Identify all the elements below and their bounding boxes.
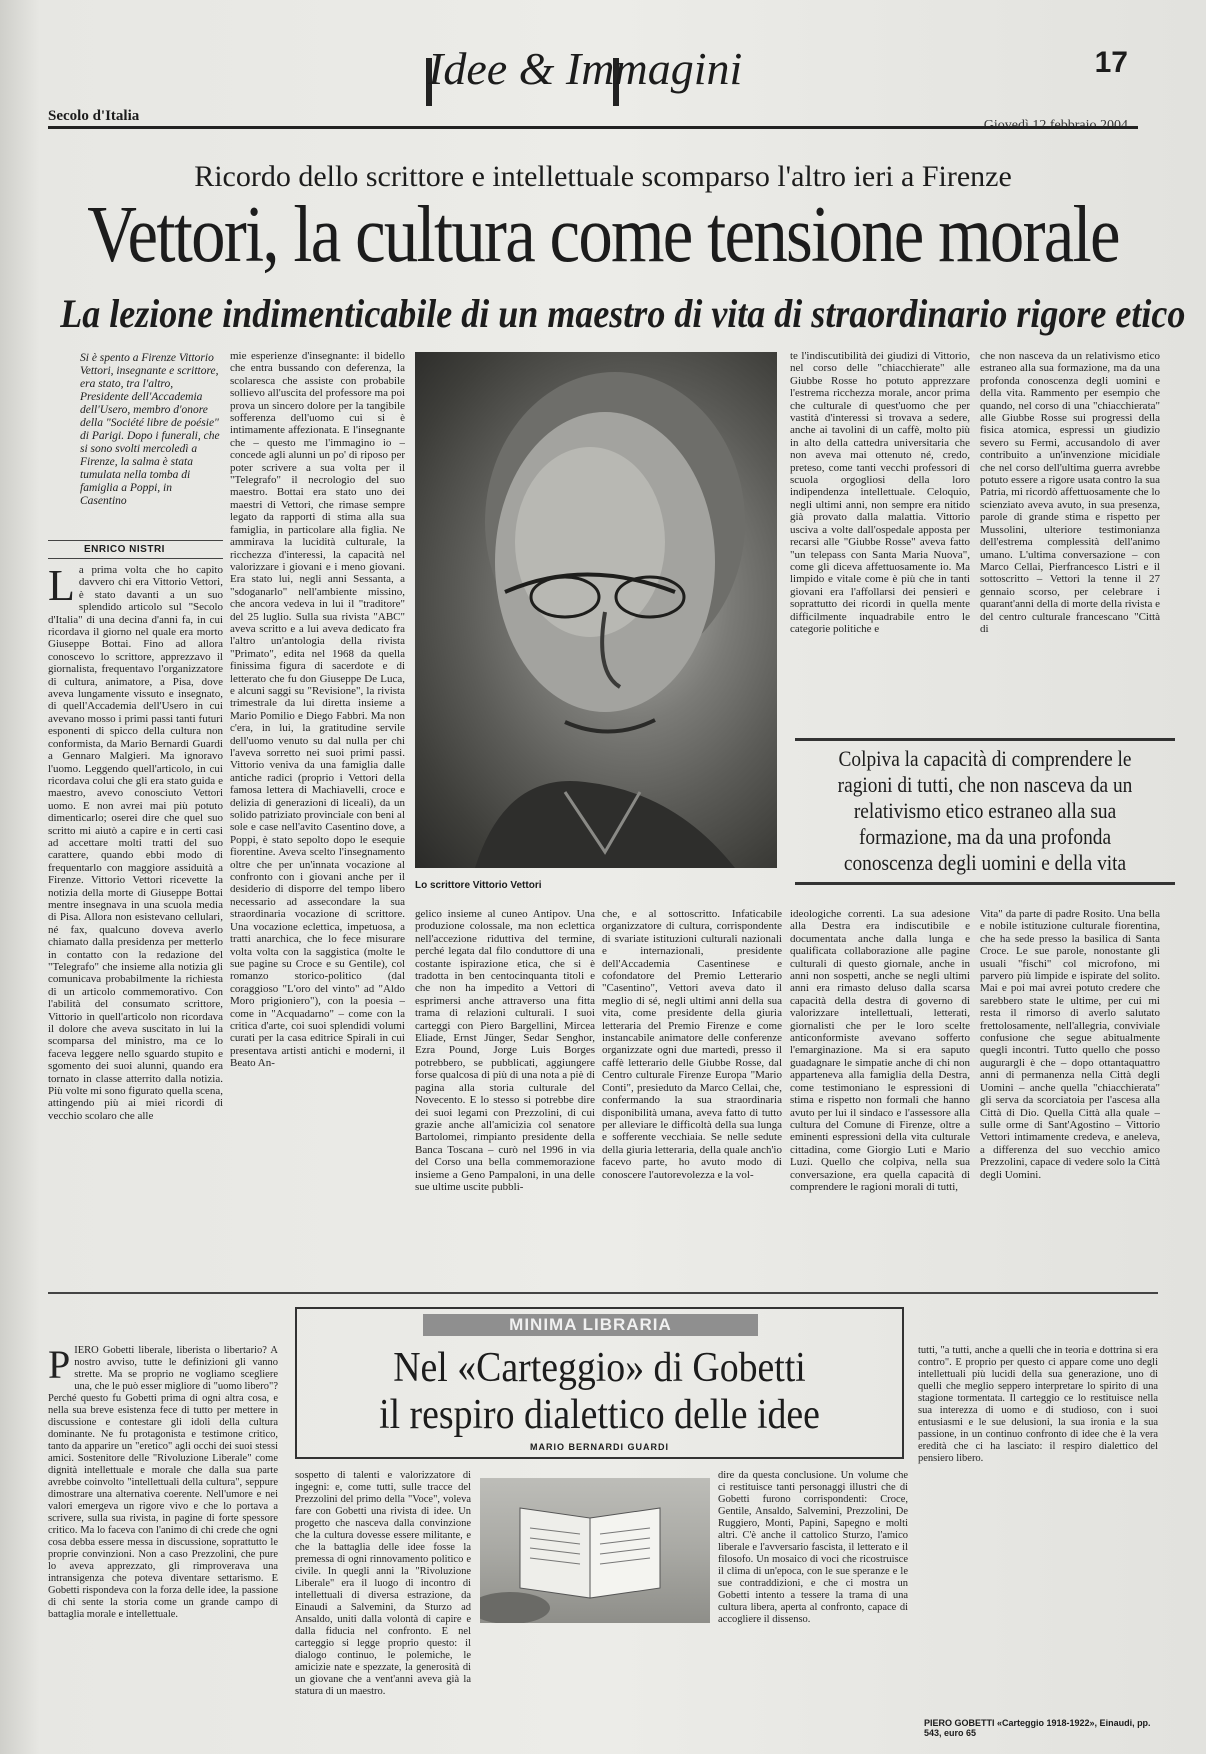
article-kicker: Ricordo dello scrittore e intellettuale scomparso l'altro ieri a Firenze (194, 160, 1012, 193)
masthead-rule (48, 126, 1138, 129)
books-column-text: IERO Gobetti liberale, liberista o libertario? A nostro avviso, tutte le definizioni gli vanno strette. Ma se proprio ne vogliamo scegliere una, che le può esser migliore di "uomo libero"? Perché questo fu Gobetti prima di ogni altra cosa, e nella sua breve esistenza fece di tutto per mettere in discussione e contestare gli idoli della cultura dominante. Ne fu protagonista e testimone critico, tanto da apparire un "eretico" agli occhi dei suoi stessi amici. Sostenitore delle "Rivoluzione Liberale" come dignità intellettuale e morale che dalla sua parte avrebbe coinvolto "intellettuali della cultura", seppure dimostrare una alternativa coerente. Nell'umore e nei valori emergeva un rigore vivo e che lo portava a scrivere, sulla sua rivista, in pagine di forte spessore critico. Ma lo faceva con l'animo di chi crede che ogni cosa debba essere messa in discussione, soprattutto le proprie convinzioni. Non a caso Prezzolini, che pure lo aveva apprezzato, gli rimproverava una intransigenza che poteva diventare settarismo. E Gobetti rispondeva con la forza delle idee, la passione di chi sente la storia come un grande campo di battaglia morale e intellettuale. (48, 1345, 278, 1620)
drop-cap: L (48, 564, 75, 610)
article-headline: Vettori, la cultura come tensione morale (87, 191, 1119, 279)
article-column-2: mie esperienze d'insegnante: il bidello che entra bussando con deferenza, la scolaresca che assiste con probabile sollievo all'uscita del professore ma poi prova un sincero dolore per la tangibile sofferenza dell'uomo cui si è intimamente affezionata. E l'insegnante che – questo me l'immagino io – concede agli alunni un po' di riposo per poter scrivere a sua volta per il "Telegrafo" il necrologio del suo maestro. Bottai era stato uno dei maestri di Vettori, che rimase sempre legato da rapporti di stima alla sua famiglia, in particolare alla figlia. Ne ammirava la lucidità culturale, la ricchezza d'interessi, la capacità nel valorizzare i giovani e i meno giovani. Era stato lui, negli anni Sessanta, a "sdoganarlo" nell'ambiente missino, che ancora vedeva in lui il "traditore" del 25 luglio. Sulla sua rivista "ABC" aveva scritto e a lui aveva dedicato fra l'altro un'antologia della rivista "Primato", edita nel 1968 da quella finissima figura di sacerdote e di letterato che fu don Giuseppe De Luca, e alcuni saggi su "Revisione", la rivista trimestrale da lui diretta insieme a Mario Pomilio e Diego Fabbri. Ma non c'era, in lui, la gratitudine servile dell'uomo venuto su dal nulla per chi l'aveva sorretto nei suoi primi passi. Vittorio veniva da una famiglia dalle antiche radici (proprio i Vettori della famosa lettera di Machiavelli, croce e delizia di generazioni di liceali), da un solido patriziato provinciale con beni al sole e case nell'avito Casentino dove, a Poppi, è stato sepolto dopo le esequie fiorentine. Aveva scelto l'insegnamento oltre che per un'innata vocazione al confronto con i giovani anche per il desiderio di disporre del tempo libero necessario ad assecondare la sua straordinaria vocazione di scrittore. Una vocazione eclettica, impetuosa, a tratti anarchica, che lo fece misurare volta volta con la saggistica (molte le sue pagine su Croce e su Gentile), col romanzo storico-politico (dal coraggioso "L'oro del vinto" ad "Aldo Moro prigioniero"), con la poesia – come in "Acquadarno" – come con la critica d'arte, coi suoi splendidi volumi curati per la casa editrice Spirali in cui presentava artisti antichi e moderni, il Beato An- (230, 350, 405, 1070)
article-column-text: a prima volta che ho capito davvero chi era Vittorio Vettori, è stato davanti a un suo splendido articolo sul "Secolo d'Italia" di una decina d'anni fa, in cui ricordava il giorno nel quale era morto Giuseppe Bottai. Fino ad allora conoscevo lo scrittore, apprezzavo il giornalista, frequentavo l'organizzatore di cultura, animatore, a Pisa, dove aveva lungamente vissuto e insegnato, di quell'Accademia dell'Usero in cui avevano mosso i primi passi tanti futuri esponenti di spicco della cultura non conformista, da Mario Bernardi Guardi a Gennaro Malgieri. Ma ignoravo l'uomo. Leggendo quell'articolo, in cui ricordava colui che gli era stato guida e maestro, avevo conosciuto Vettori uomo. E non avrei mai più potuto dimenticarlo; oserei dire che quel suo scritto mi aiutò a capire e in certi casi ad accettare molti tratti del suo carattere, quando ebbi modo di frequentarlo con maggiore assiduità a Firenze. Vittorio Vettori ricevette la notizia della morte di Giuseppe Bottai mentre insegnava in una scuola media di Pisa. Allora non esistevano cellulari, né fax, qualcuno doveva averlo chiamato dalla presidenza per metterlo in contatto con la redazione del "Telegrafo" che insieme alla notizia gli comunicava probabilmente la richiesta di un articolo commemorativo. Con l'abilità del consumato scrittore, Vittorio in quell'articolo non ricordava il dolore che aveva suscitato in lui la scomparsa del ministro, ma ce lo faceva leggere nello sguardo stupito e sgomento dei suoi alunni, quando era tornato in classe atterrito dalla notizia. Più volte mi sono figurato quella scena, attingendo più ai miei ricordi di vecchio scolaro che alle (48, 564, 223, 1122)
open-book-illustration (480, 1478, 710, 1623)
drop-cap: P (48, 1345, 71, 1387)
masthead (48, 40, 1138, 128)
section-title: Idee & Immagini (428, 43, 743, 94)
pullquote-rule (795, 738, 1175, 741)
books-byline: MARIO BERNARDI GUARDI (530, 1442, 669, 1452)
article-column-6-top: che non nasceva da un relativismo etico estraneo alla sua formazione, ma da una profonda conoscenza degli uomini e della vita. Rammento per esempio che quando, nel corso di una "chiacchierata" alle Giubbe Rosse sui progressi della fisica atomica, espressi un giudizio severo su Fermi, accusandolo di aver contribuito a un'invenzione micidiale che nel corso dell'ultima guerra avrebbe potuto essere a rigore usata contro la sua Patria, mi ricordò affettuosamente che lo scienziato aveva avuto, in sua presenza, parole di grande stima e rispetto per Mussolini, ulteriore testimonianza dell'estrema complessità dell'animo umano. L'ultima conversazione – con Marco Cellai, Pierfrancesco Listri e il sottoscritto – Vettori la tenne il 27 gennaio scorso, per celebrare i quarant'anni della di morte della rivista e del centro culturale francescano "Città di (980, 350, 1160, 635)
books-column-2: sospetto di talenti e valorizzatore di ingegni: e, come tutti, sulle tracce del Prezzolini del primo della "Voce", voleva fare con Gobetti una rivista di idee. Un progetto che nasceva dalla convinzione che la cultura dovesse essere militante, e che la battaglia delle idee fosse la premessa di ogni rinnovamento politico e civile. In quegli anni la "Rivoluzione Liberale" era il luogo di incontro di intellettuali di diversa estrazione, da Einaudi a Salvemini, da Sturzo ad Ansaldo, uniti dalla volontà di capire e dalla fiducia nel confronto. E nel carteggio si legge proprio questo: il dialogo continuo, le polemiche, le amicizie nate e spezzate, la generosità di un giovane che a vent'anni aveva già la statura di un maestro. (295, 1470, 471, 1697)
newspaper-name: Secolo d'Italia (48, 108, 140, 124)
photo-caption: Lo scrittore Vittorio Vettori (415, 880, 542, 891)
byline-rule (48, 558, 223, 559)
books-column-2-continued (480, 1630, 710, 1740)
article-column-4: che, e al sottoscritto. Infaticabile organizzatore di cultura, corrispondente di svariate istituzioni culturali nazionali e internazionali, presidente dell'Accademia Casentinese e cofondatore del Premio Letterario "Casentino", Vettori aveva dato il meglio di sé, negli ultimi anni della sua vita, come presidente della giuria letteraria del Premio Firenze e come instancabile animatore delle conferenze organizzate ogni due martedì, presso il caffè letterario delle Giubbe Rosse, dal Centro culturale Firenze Europa "Mario Conti", presieduto da Marco Cellai, che, confermando la sua straordinaria disponibilità umana, aveva fatto di tutto per alleviare le difficoltà della sua lunga e sofferente vecchiaia. Se nelle sedute della giuria letteraria, della quale anch'io facevo parte, ho avuto modo di conoscere l'autorevolezza e la vol- (602, 908, 782, 1181)
pullquote: Colpiva la capacità di comprendere le ragioni di tutti, che non nasceva da un relativismo etico estraneo alla sua formazione, ma da una profonda conoscenza degli uomini e della vita (837, 746, 1133, 875)
article-byline: ENRICO NISTRI (84, 544, 165, 555)
books-headline-line: Nel «Carteggio» di Gobetti (393, 1345, 806, 1391)
article-subhead: La lezione indimenticabile di un maestro di vita di straordinario rigore etico (60, 291, 1186, 336)
article-column-1 (48, 564, 223, 1280)
book-reference: PIERO GOBETTI «Carteggio 1918-1922», Einaudi, pp. 543, euro 65 (924, 1718, 1151, 1738)
books-column-1 (48, 1345, 278, 1740)
article-column-6-bottom: Vita" da parte di padre Rosito. Una bella e nobile istituzione culturale fiorentina, che ha sede presso la basilica di Santa Croce. Le sue parole, nonostante gli usuali "fischi" col microfono, mi parvero più limpide e ispirate del solito. Mai e poi mai avrei potuto credere che sarebbero state le ultime, per cui mi resta il rimorso di averlo salutato frettolosamente, nell'allegria, conviviale confusione che segue abitualmente quegli incontri. Tutto quello che posso augurargli è che – dopo ottantaquattro anni di permanenza nella Città degli Uomini – anche quella "chiacchierata" gli serva da scorciatoia per l'ascesa alla Città di Dio. Quella Città alla quale – sulle orme di Sant'Agostino – Vittorio Vettori intimamente credeva, e aneleva, a differenza del suo vecchio amico Prezzolini, capace di vedere solo la Città degli Uomini. (980, 908, 1160, 1181)
portrait-illustration (415, 352, 777, 868)
pullquote-rule (795, 882, 1175, 885)
section-divider (48, 1292, 1158, 1294)
article-column-5-bottom: ideologiche correnti. La sua adesione alla Destra era indiscutibile e documentata anche dalla lunga e qualificata collaborazione alle pagine culturali di questo giornale, anche in anni non sospetti, anche se negli ultimi anni era rimasto deluso dalla scarsa capacità della destra di governo di valorizzare intellettuali, letterati, giornalisti che per le loro scelte anticonformiste avevano sofferto l'emarginazione. Ma si era saputo guadagnare le simpatie anche di chi non apparteneva alla famiglia della Destra, come testimoniano le espressioni di stima e rispetto non formali che hanno avuto per lui il sindaco e l'assessore alla cultura del Comune di Firenze, oltre a eminenti espressioni della vita culturale cittadina, come Giorgio Luti e Mario Luzi. Quello che colpiva, nella sua conversazione, era quella capacità di comprendere le ragioni morali di tutti, (790, 908, 970, 1193)
book-photo (480, 1478, 710, 1623)
column-label: MINIMA LIBRARIA (423, 1314, 758, 1336)
books-headline-line: il respiro dialettico delle idee (379, 1392, 820, 1438)
books-column-3: dire da questa conclusione. Un volume che ci restituisce tanti personaggi illustri che di Gobetti furono corrispondenti: Croce, Gentile, Ansaldo, Salvemini, Prezzolini, De Ruggiero, Monti, Papini, Sapegno e molti altri. C'è anche il cattolico Sturzo, l'amico liberale e l'avversario fascista, il letterato e il filosofo. Un mosaico di voci che ricostruisce il clima di un'epoca, con le sue speranze e le sue contraddizioni, e che ci mostra un Gobetti intento a tessere la trama di una cultura libera, aperta al confronto, capace di accogliere il dissenso. (718, 1470, 908, 1625)
article-lead: Si è spento a Firenze Vittorio Vettori, insegnante e scrittore, era stato, tra l'altro, Presidente dell'Accademia dell'Usero, membro d'onore della "Société libre de poésie" di Parigi. Dopo i funerali, che si sono svolti mercoledì a Firenze, la salma è stata tumulata nella tomba di famiglia a Poppi, in Casentino (80, 352, 220, 507)
books-column-4: tutti, "a tutti, anche a quelli che in teoria e dottrina si era contro". E proprio per questo ci appare come uno degli intellettuali più lucidi della sua generazione, uno di quelli che meglio seppero interpretare lo spirito di una stagione tormentata. Il carteggio ce lo restituisce nella sua interezza di uomo e di studioso, con i suoi entusiasmi e le sue delusioni, la sua ironia e la sua passione, in un continuo confronto di idee che è la vera eredità che ci ha lasciato: il respiro dialettico del pensiero libero. (918, 1345, 1158, 1464)
article-column-3: gelico insieme al cuneo Antipov. Una produzione colossale, ma non eclettica nell'accezione riduttiva del termine, perché legata dal filo conduttore di una costante ispirazione etica, che si è tradotta in ben centocinquanta titoli e che non ha impedito a Vettori di esprimersi anche attraverso una fitta trama di relazioni culturali. I suoi carteggi con Piero Bargellini, Mircea Eliade, Ernst Jünger, Sedar Senghor, Ezra Pound, Jorge Luis Borges potrebbero, se pubblicati, aggiungere forse qualcosa di più di una nota a piè di pagina alla storia culturale del Novecento. E lo stesso si potrebbe dire dei suoi legami con Prezzolini, di cui grazie anche all'amicizia col senatore Bartolomei, rimpianto presidente della Banca Toscana – curò nel 1996 in via del Corso una bella commemorazione insieme a Geno Pampaloni, in una delle sue ultime uscite pubbli- (415, 908, 595, 1193)
books-headline (325, 1345, 873, 1439)
page-number: 17 (1094, 46, 1128, 79)
article-column-5-top: te l'indiscutibilità dei giudizi di Vittorio, nel corso delle "chiacchierate" alle Giubbe Rosse ho potuto apprezzare l'estrema ricchezza morale, ancor prima che culturale di quest'uomo che per vastità d'interessi si trovava a sedere, anche ai tavolini di un caffè, molto più in alto della cattedra universitaria che non aveva mai ottenuto né, credo, preteso, come tanti vecchi professori di scuola orgogliosi della loro indipendenza intellettuale. Celoquio, negli ultimi anni, non sempre era nitido già provato dalla malattia. Vittorio usciva a volte dall'ospedale apposta per recarsi alle "Giubbe Rosse" aveva fatto "un telepass con Santa Maria Nuova", come gli diceva affettuosamente io. Ma limpido e vitale come è più che in tanti giovani era l'affollarsi dei pensieri e soprattutto dei ricordi in quella mente difficilmente inquadrabile entro le categorie politiche e (790, 350, 970, 635)
author-photo (415, 352, 777, 868)
byline-rule (48, 540, 223, 541)
